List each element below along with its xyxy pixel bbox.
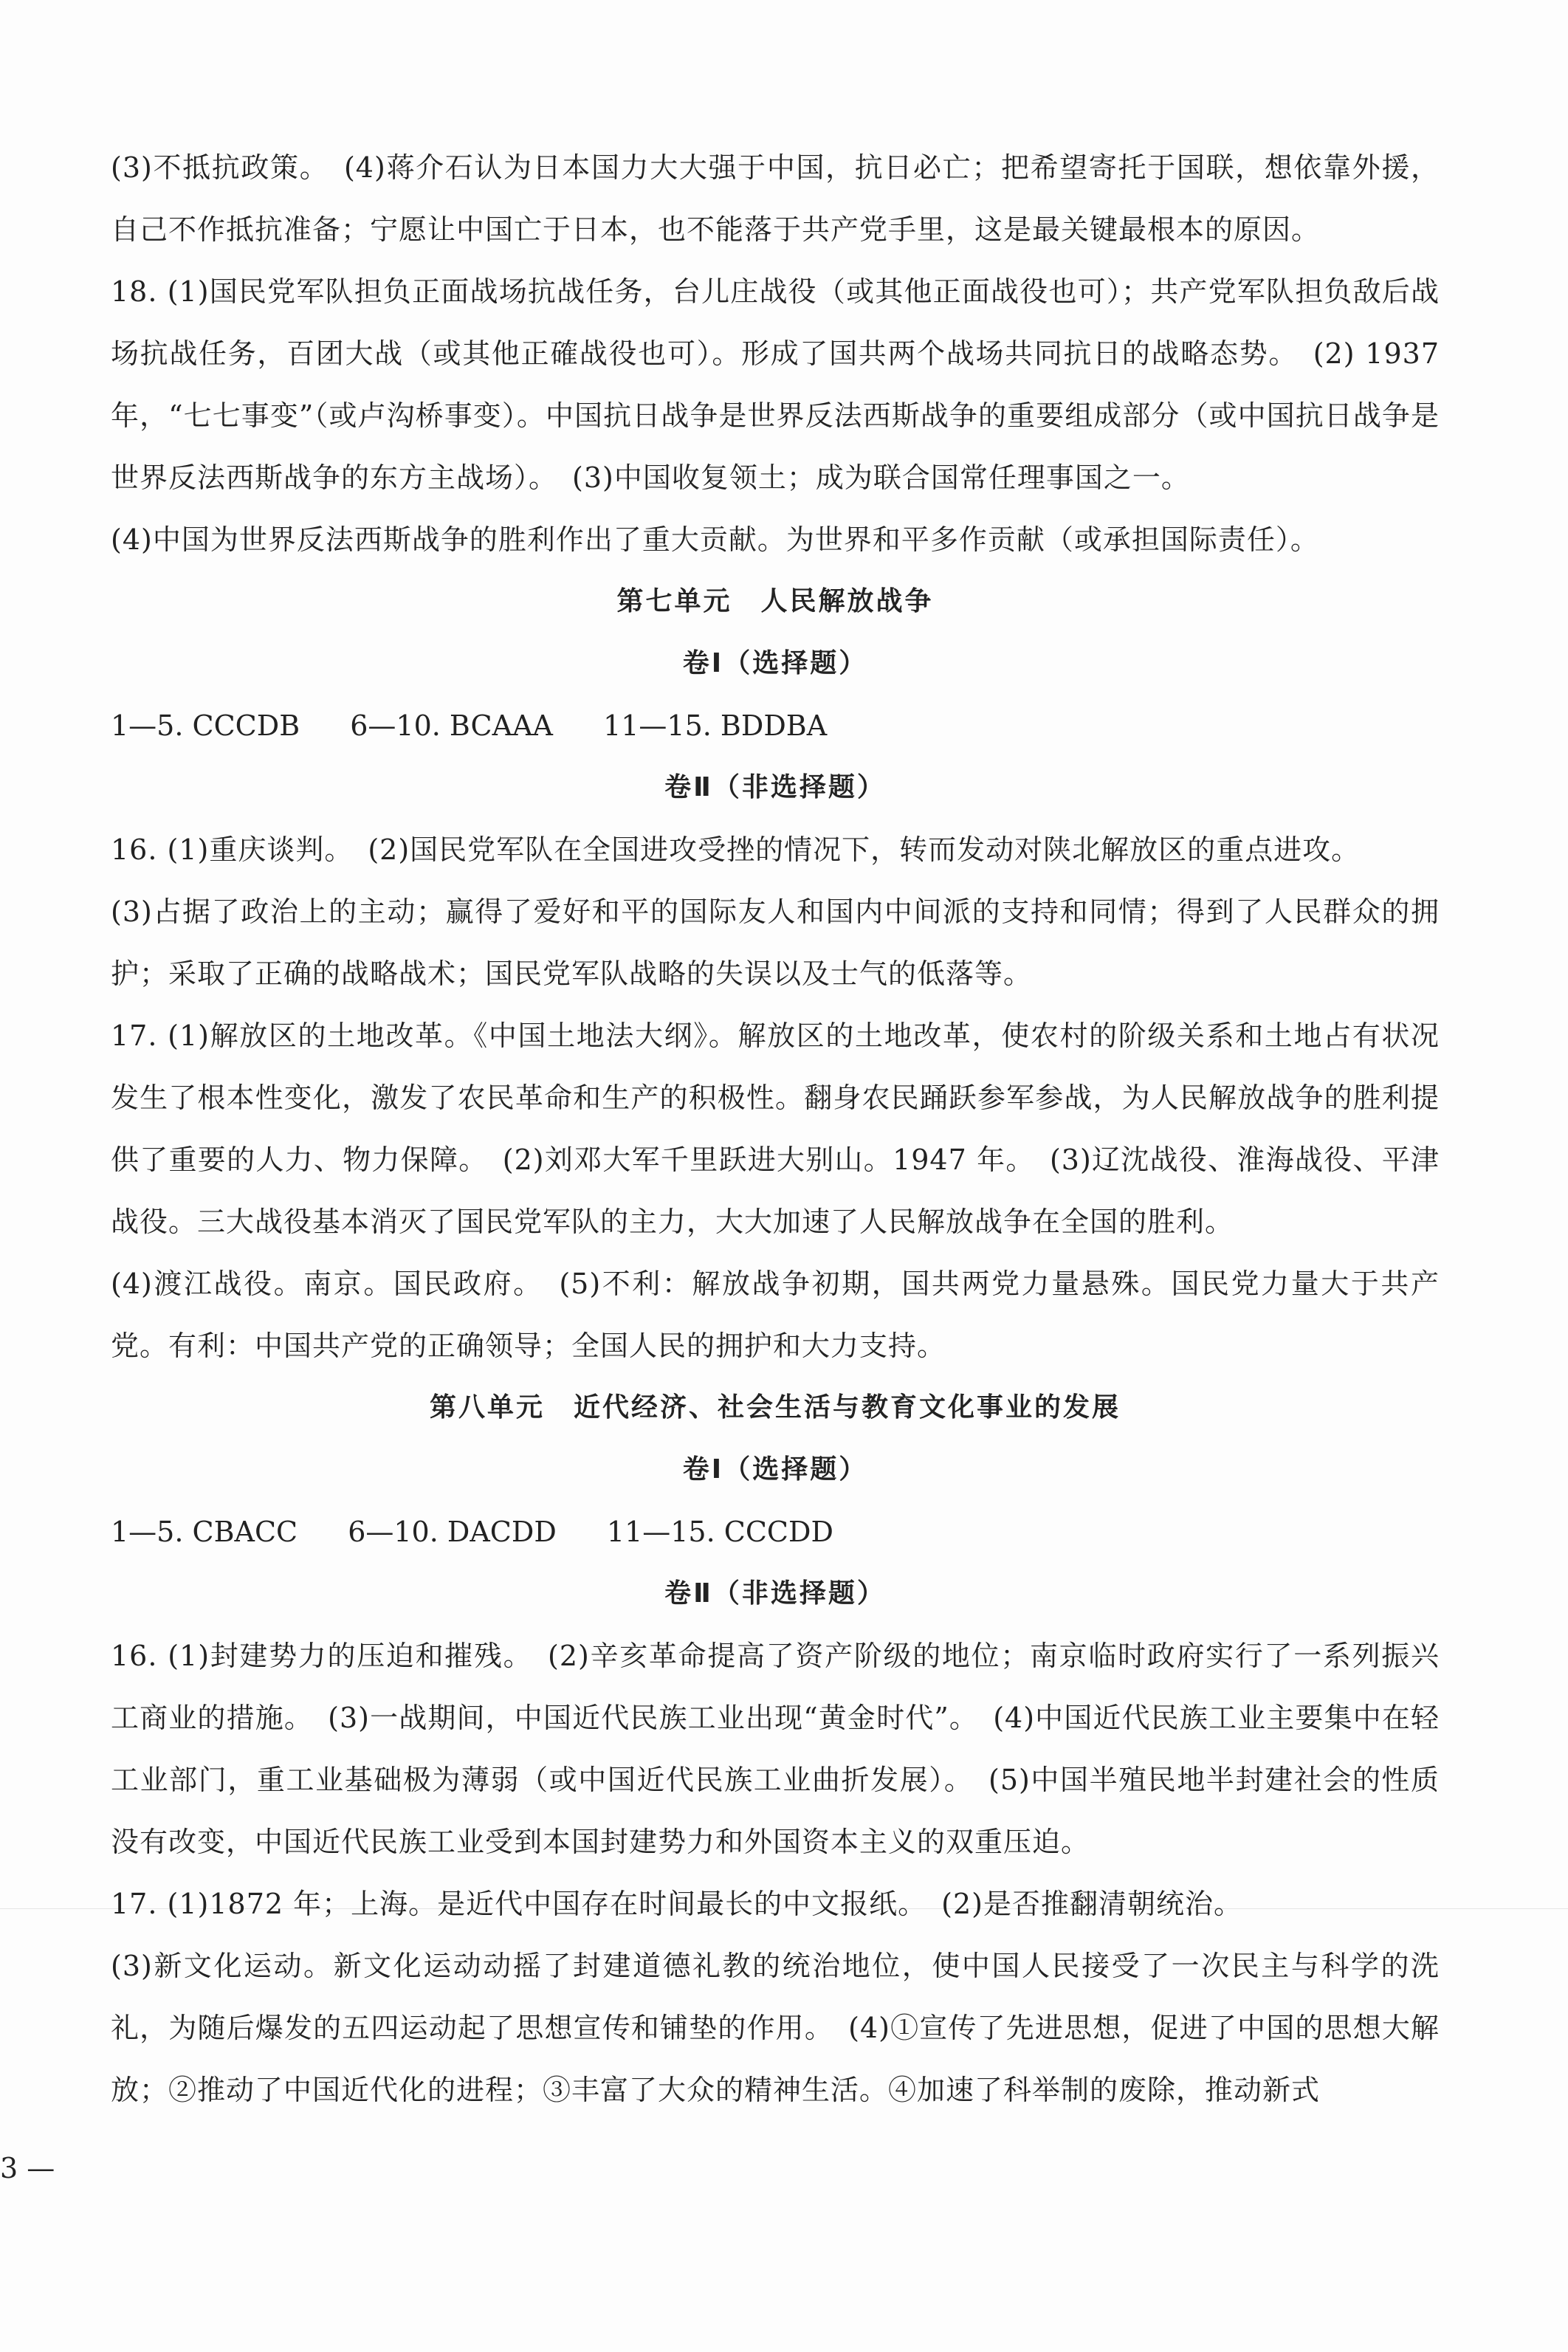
paragraph-unit6-q17-part3: (3)不抵抗政策。 (4)蒋介石认为日本国力大大强于中国，抗日必亡；把希望寄托于国联，想依靠外援，自己不作抵抗准备；宁愿让中国亡于日本，也不能落于共产党手里，这是最关键最根本的原因。 <box>111 151 1440 246</box>
unit7-vol2-title: 卷Ⅱ（非选择题） <box>664 772 886 802</box>
unit8-answer-group-1: 1—5. CBACC <box>111 1516 298 1548</box>
unit7-q16-part1: 16. (1)重庆谈判。 (2)国民党军队在全国进攻受挫的情况下，转而发动对陕北解放区的重点进攻。 <box>111 833 1361 866</box>
unit8-vol1-title: 卷Ⅰ（选择题） <box>682 1454 868 1485</box>
unit8-answer-group-3: 11—15. CCCDD <box>606 1516 833 1548</box>
unit7-vol1-answers <box>111 695 1440 757</box>
paragraph-unit6-q18: 18. (1)国民党军队担负正面战场抗战任务，台儿庄战役（或其他正面战役也可）；共产党军队担负敌后战场抗战任务，百团大战（或其他正確战役也可）。形成了国共两个战场共同抗日的战略态势。 (2) 1937 年，“七七事变”（或卢沟桥事变）。中国抗日战争是世界反法西斯战争的重要组成部分（或中国抗日战争是世界反法西斯战争的东方主战场）。 (3)中国收复领土；成为联合国常任理事国之一。 <box>111 275 1440 494</box>
unit8-answer-group-2: 6—10. DACDD <box>348 1516 557 1548</box>
unit7-q17-part2: (4)渡江战役。南京。国民政府。 (5)不利：解放战争初期，国共两党力量悬殊。国民党力量大于共产党。有利：中国共产党的正确领导；全国人民的拥护和大力支持。 <box>111 1268 1440 1362</box>
unit8-q17-part2: (3)新文化运动。新文化运动动摇了封建道德礼教的统治地位，使中国人民接受了一次民主与科学的洗礼，为随后爆发的五四运动起了思想宣传和铺垫的作用。 (4)①宣传了先进思想，促进了中国的思想大解放；②推动了中国近代化的进程；③丰富了大众的精神生活。④加速了科举制的废除，推动新式 <box>111 1950 1440 2106</box>
unit7-vol1-title: 卷Ⅰ（选择题） <box>682 648 868 678</box>
unit7-answer-group-1: 1—5. CCCDB <box>111 709 300 742</box>
unit8-q16: 16. (1)封建势力的压迫和摧残。 (2)辛亥革命提高了资产阶级的地位；南京临时政府实行了一系列振兴工商业的措施。 (3)一战期间，中国近代民族工业出现“黄金时代”。 (4)中国近代民族工业主要集中在轻工业部门，重工业基础极为薄弱（或中国近代民族工业曲折发展）。 (5)中国半殖民地半封建社会的性质没有改变，中国近代民族工业受到本国封建势力和外国资本主义的双重压迫。 <box>111 1640 1440 1858</box>
page-number: 3 — <box>0 2152 55 2184</box>
unit7-answer-group-3: 11—15. BDDBA <box>603 709 828 742</box>
unit8-vol1-answers <box>111 1501 1440 1563</box>
unit7-q17-part1: 17. (1)解放区的土地改革。《中国土地法大纲》。解放区的土地改革，使农村的阶级关系和土地占有状况发生了根本性变化，激发了农民革命和生产的积极性。翻身农民踊跃参军参战，为人民解放战争的胜利提供了重要的人力、物力保障。 (2)刘邓大军千里跃进大别山。1947 年。 (3)辽沈战役、淮海战役、平津战役。三大战役基本消灭了国民党军队的主力，大大加速了人民解放战争在全国的胜利。 <box>111 1019 1440 1238</box>
answer-content <box>111 137 1440 2121</box>
unit8-q17-part1: 17. (1)1872 年；上海。是近代中国存在时间最长的中文报纸。 (2)是否推翻清朝统治。 <box>111 1888 1242 1920</box>
unit8-vol2-title: 卷Ⅱ（非选择题） <box>664 1578 886 1609</box>
unit8-title: 第八单元 近代经济、社会生活与教育文化事业的发展 <box>429 1392 1121 1423</box>
unit7-q16-part2: (3)占据了政治上的主动；赢得了爱好和平的国际友人和国内中间派的支持和同情；得到了人民群众的拥护；采取了正确的战略战术；国民党军队战略的失误以及士气的低落等。 <box>111 895 1440 990</box>
paragraph-unit6-q18-part4: (4)中国为世界反法西斯战争的胜利作出了重大贡献。为世界和平多作贡献（或承担国际责任）。 <box>111 523 1319 556</box>
unit7-answer-group-2: 6—10. BCAAA <box>350 709 553 742</box>
unit7-title: 第七单元 人民解放战争 <box>616 586 934 616</box>
